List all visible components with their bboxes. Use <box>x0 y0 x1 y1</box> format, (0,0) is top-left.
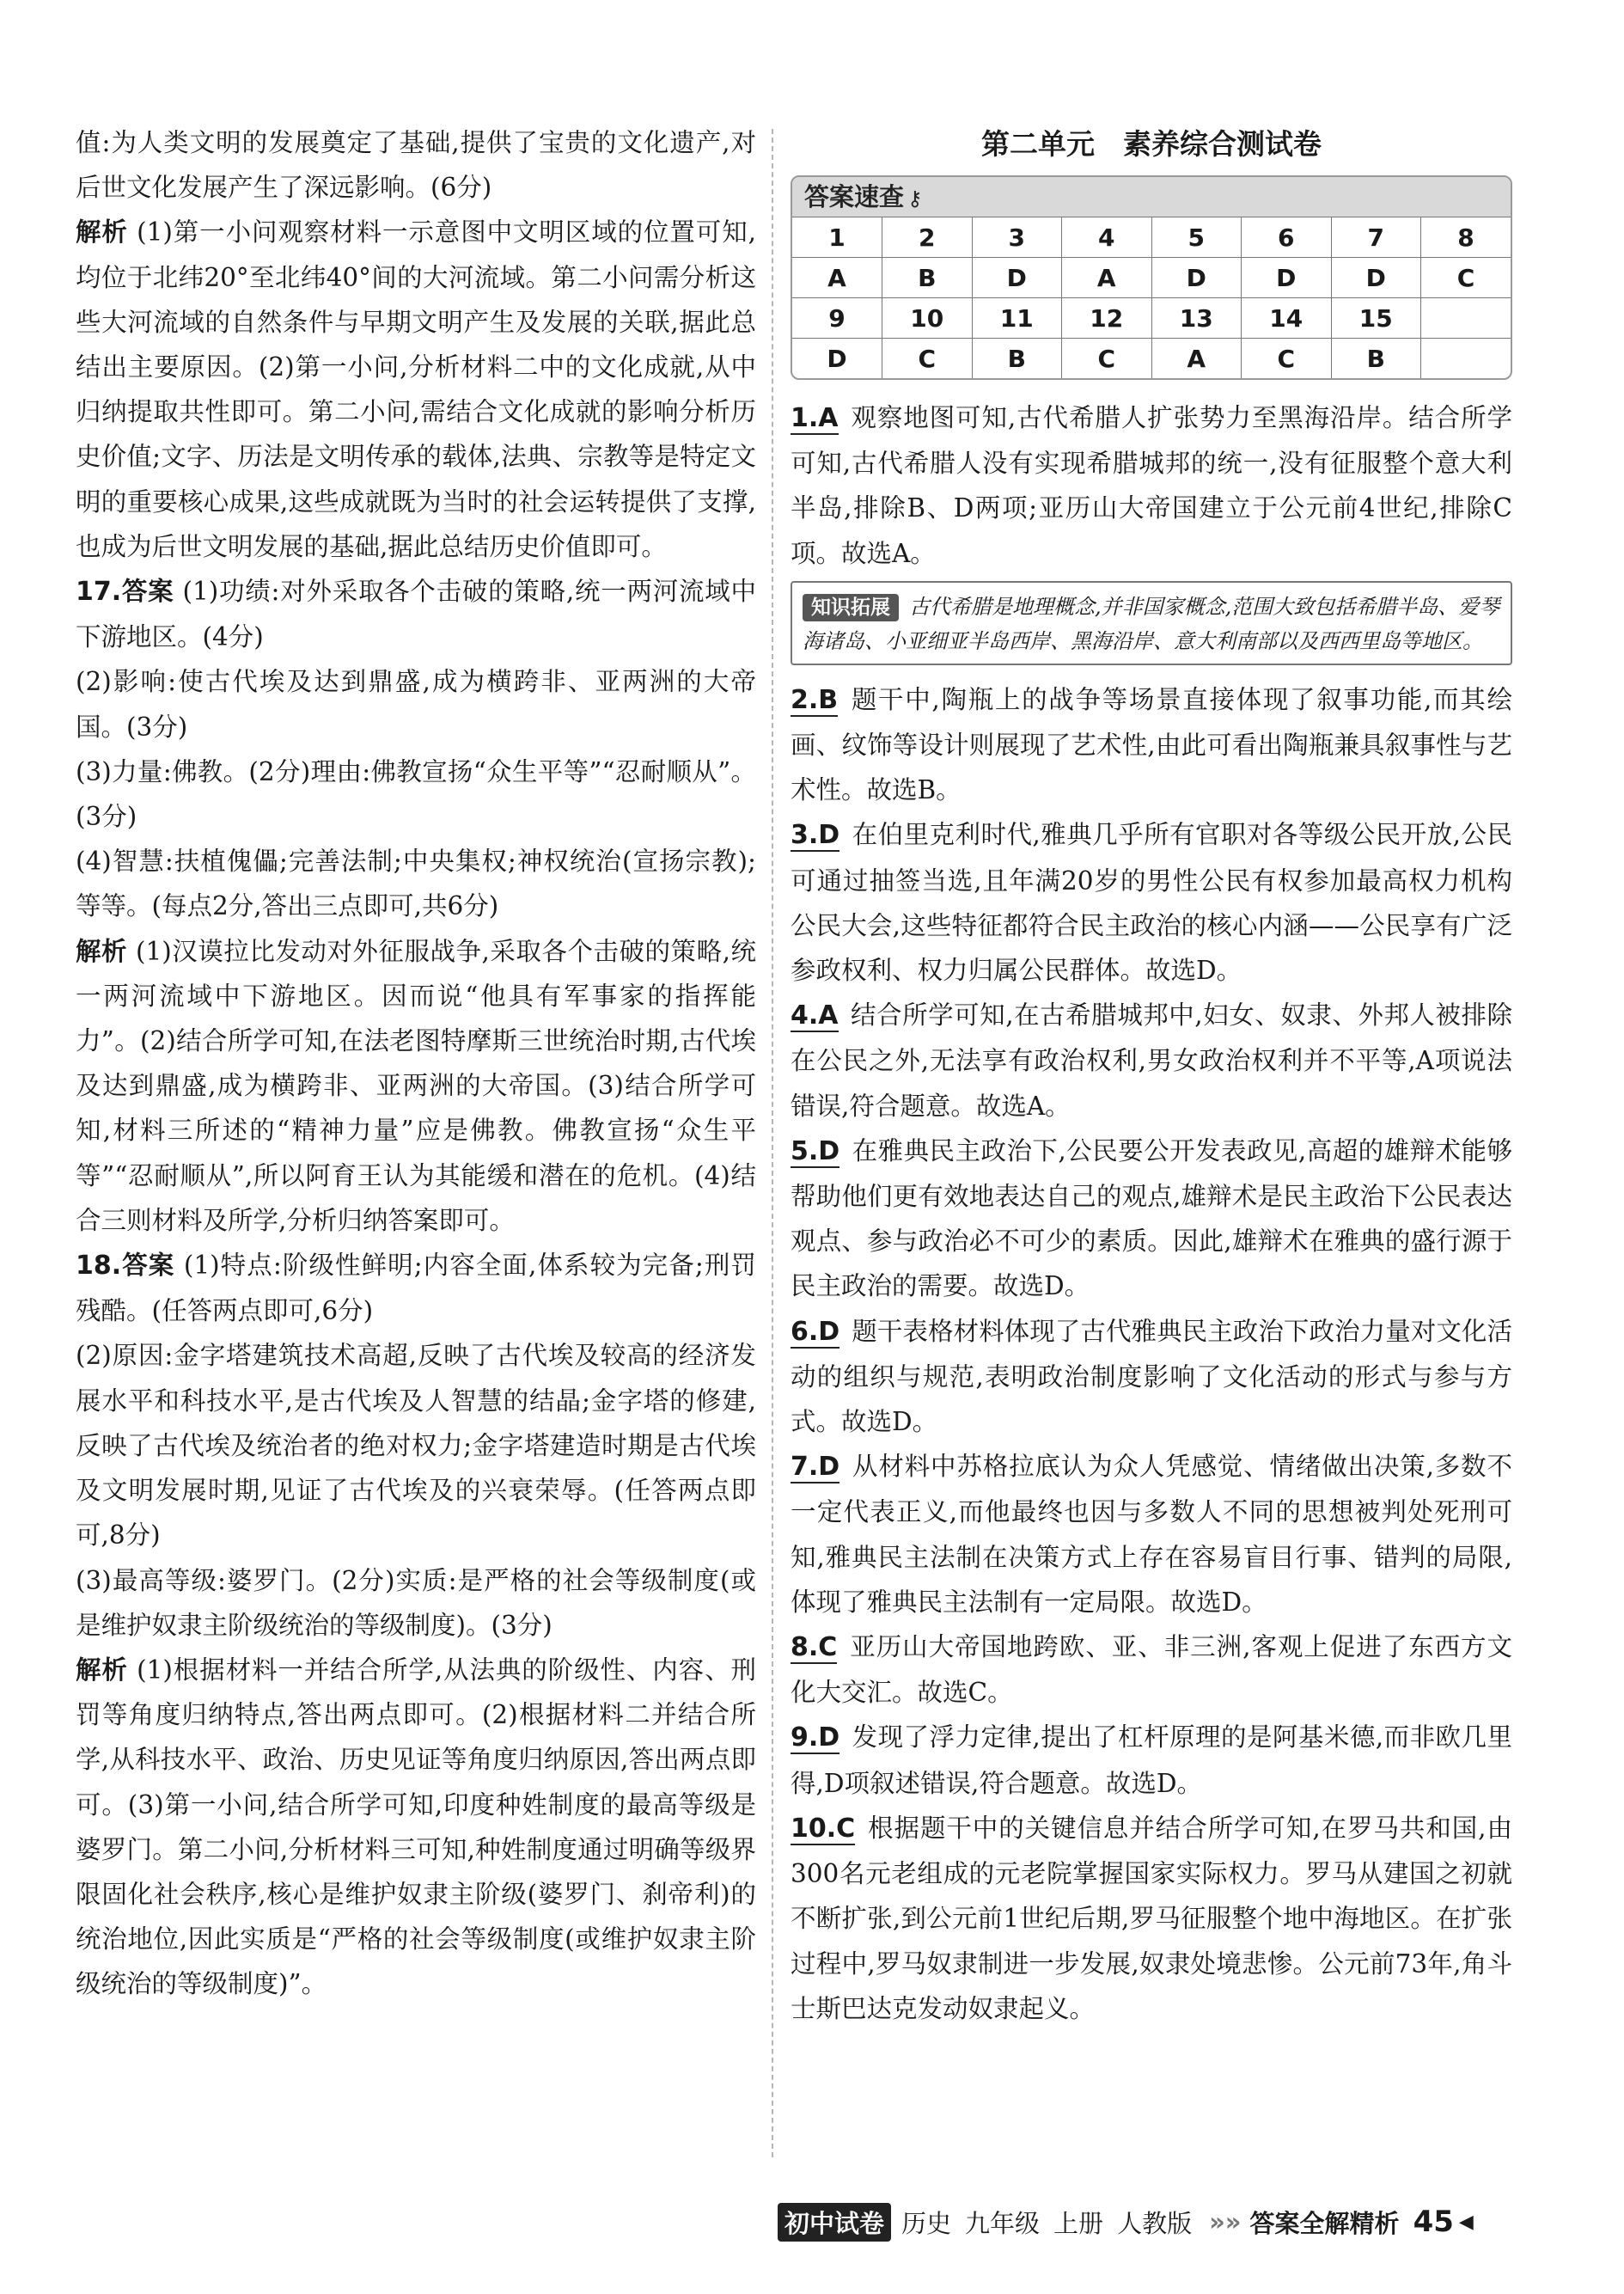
table-cell: A <box>1062 258 1152 298</box>
answer-item-2 <box>791 677 1512 813</box>
table-cell: D <box>792 339 882 379</box>
footer-subject: 历史 <box>901 2208 952 2238</box>
analysis-text: (1)汉谟拉比发动对外征服战争,采取各个击破的策略,统一两河流域中下游地区。因而说“他具有军事家的指挥能力”。(2)结合所学可知,在法老图特摩斯三世统治时期,古代埃及达到鼎盛,成为横跨非、亚两洲的大帝国。(3)结合所学可知,材料三所述的“精神力量”应是佛教。佛教宣扬“众生平等”“忍耐顺从”,所以阿育王认为其能缓和潜在的危机。(4)结合三则材料及所学,分析归纳答案即可。 <box>76 936 756 1235</box>
answer-part-1: (1)特点:阶级性鲜明;内容全面,体系较为完备;刑罚残酷。(任答两点即可,6分) <box>76 1251 756 1326</box>
table-cell <box>1421 298 1511 339</box>
answer-key-card <box>791 175 1512 380</box>
table-cell: 11 <box>972 298 1062 339</box>
item-number: 10.C <box>791 1813 856 1844</box>
table-cell: 2 <box>882 217 973 258</box>
footer-section: 答案全解精析 <box>1249 2208 1400 2238</box>
question-number: 18. <box>76 1251 122 1282</box>
answer-item-10 <box>791 1806 1512 2031</box>
item-text: 在雅典民主政治下,公民要公开发表政见,高超的雄辩术能够帮助他们更有效地表达自己的观点,雄辩术是民主政治下公民表达观点、参与政治必不可少的素质。因此,雄辩术在雅典的盛行源于民主政治的需要。故选D。 <box>791 1135 1512 1301</box>
answer-part-2: (2)原因:金字塔建筑技术高超,反映了古代埃及较高的经济发展水平和科技水平,是古代埃及人智慧的结晶;金字塔的修建,反映了古代埃及统治者的绝对权力;金字塔建造时期是古代埃及文明发展时期,见证了古代埃及的兴衰荣辱。(任答两点即可,8分) <box>76 1341 756 1551</box>
unit-title: 第二单元 素养综合测试卷 <box>981 127 1322 161</box>
table-cell: 3 <box>972 217 1062 258</box>
table-cell: 14 <box>1242 298 1332 339</box>
table-cell: D <box>1151 258 1242 298</box>
table-row <box>792 298 1511 339</box>
table-cell: A <box>1151 339 1242 379</box>
table-cell: C <box>1242 339 1332 379</box>
table-cell: 15 <box>1331 298 1421 339</box>
table-row <box>792 217 1511 258</box>
answer-key-table <box>792 217 1511 378</box>
item-number: 4.A <box>791 1000 839 1031</box>
table-cell: B <box>882 258 973 298</box>
knowledge-extension-box <box>791 581 1512 665</box>
table-cell: D <box>1331 258 1421 298</box>
item-text: 结合所学可知,在古希腊城邦中,妇女、奴隶、外邦人被排除在公民之外,无法享有政治权利,男女政治权利并不平等,A项说法错误,符合题意。故选A。 <box>791 1000 1512 1121</box>
double-chevron-icon: »» <box>1209 2207 1242 2236</box>
answer-item-8 <box>791 1624 1512 1715</box>
knowledge-extension-label: 知识拓展 <box>803 594 899 621</box>
table-cell: D <box>1242 258 1332 298</box>
item-number: 2.B <box>791 684 839 715</box>
answer-label: 答案 <box>121 577 174 607</box>
right-column <box>791 120 1512 2031</box>
table-cell: B <box>1331 339 1421 379</box>
item-number: 9.D <box>791 1722 840 1753</box>
analysis-text: (1)根据材料一并结合所学,从法典的阶级性、内容、刑罚等角度归纳特点,答出两点即可。(2)根据材料二并结合所学,从科技水平、政治、历史见证等角度归纳原因,答出两点即可。(3)第一小问,结合所学可知,印度种姓制度的最高等级是婆罗门。第二小问,分析材料三可知,种姓制度通过明确等级界限固化社会秩序,核心是维护奴隶主阶级(婆罗门、刹帝利)的统治地位,因此实质是“严格的社会等级制度(或维护奴隶主阶级统治的等级制度)”。 <box>76 1655 756 1999</box>
item-text: 发现了浮力定律,提出了杠杆原理的是阿基米德,而非欧几里得,D项叙述错误,符合题意。故选D。 <box>791 1722 1512 1798</box>
item-number: 8.C <box>791 1632 838 1663</box>
footer-term: 上册 <box>1053 2208 1104 2238</box>
table-cell: 8 <box>1421 217 1511 258</box>
analysis-label: 解析 <box>76 217 128 248</box>
continued-analysis <box>76 210 756 569</box>
table-row <box>792 339 1511 379</box>
triangle-left-icon: ◀ <box>1458 2211 1474 2233</box>
answer-label: 答案 <box>121 1251 175 1281</box>
table-cell: 5 <box>1151 217 1242 258</box>
footer-edition: 人教版 <box>1117 2208 1193 2238</box>
answer-item-7 <box>791 1444 1512 1624</box>
table-cell: 6 <box>1242 217 1332 258</box>
item-text: 从材料中苏格拉底认为众人凭感觉、情绪做出决策,多数不一定代表正义,而他最终也因与多数人不同的思想被判处死刑可知,雅典民主法制在决策方式上存在容易盲目行事、错判的局限,体现了雅典民主法制有一定局限。故选D。 <box>791 1452 1512 1617</box>
item-text: 在伯里克利时代,雅典几乎所有官职对各等级公民开放,公民可通过抽签当选,且年满20岁的男性公民有权参加最高权力机构公民大会,这些特征都符合民主政治的核心内涵——公民享有广泛参政权利、权力归属公民群体。故选D。 <box>791 820 1512 986</box>
analysis-label: 解析 <box>76 936 128 966</box>
answer-item-6 <box>791 1309 1512 1445</box>
answer-part-4: (4)智慧:扶植傀儡;完善法制;中央集权;神权统治(宣扬宗教);等等。(每点2分,答出三点即可,共6分) <box>76 847 756 921</box>
question-18 <box>76 1243 756 2006</box>
table-row <box>792 258 1511 298</box>
item-text: 题干中,陶瓶上的战争等场景直接体现了叙事功能,而其绘画、纹饰等设计则展现了艺术性,由此可看出陶瓶兼具叙事性与艺术性。故选B。 <box>791 684 1512 805</box>
table-cell: 1 <box>792 217 882 258</box>
table-cell: 7 <box>1331 217 1421 258</box>
analysis-text: (1)第一小问观察材料一示意图中文明区域的位置可知,均位于北纬20°至北纬40°间的大河流域。第二小问需分析这些大河流域的自然条件与早期文明产生及发展的关联,据此总结出主要原因。(2)第一小问,分析材料二中的文化成就,从中归纳提取共性即可。第二小问,需结合文化成就的影响分析历史价值;文字、历法是文明传承的载体,法典、宗教等是特定文明的重要核心成果,这些成就既为当时的社会运转提供了支撑,也成为后世文明发展的基础,据此总结历史价值即可。 <box>76 217 756 561</box>
column-divider <box>772 129 773 2157</box>
item-text: 亚历山大帝国地跨欧、亚、非三洲,客观上促进了东西方文化大交汇。故选C。 <box>791 1632 1512 1708</box>
brand-badge: 初中试卷 <box>778 2203 891 2242</box>
item-number: 1.A <box>791 403 839 433</box>
analysis-label: 解析 <box>76 1655 128 1685</box>
item-number: 3.D <box>791 820 840 851</box>
answer-item-1 <box>791 395 1512 576</box>
item-number: 6.D <box>791 1316 840 1347</box>
answer-part-3: (3)力量:佛教。(2分)理由:佛教宣扬“众生平等”“忍耐顺从”。(3分) <box>76 756 756 832</box>
table-cell: C <box>882 339 973 379</box>
table-cell: 13 <box>1151 298 1242 339</box>
table-cell: 9 <box>792 298 882 339</box>
table-cell: C <box>1062 339 1152 379</box>
table-cell: A <box>792 258 882 298</box>
answer-item-3 <box>791 812 1512 993</box>
table-cell: B <box>972 339 1062 379</box>
answer-part-1: (1)功绩:对外采取各个击破的策略,统一两河流域中下游地区。(4分) <box>76 577 756 652</box>
answer-item-9 <box>791 1715 1512 1805</box>
knowledge-extension-text: 古代希腊是地理概念,并非国家概念,范围大致包括希腊半岛、爱琴海诸岛、小亚细亚半岛西岸、黑海沿岸、意大利南部以及西西里岛等地区。 <box>803 594 1500 653</box>
left-column <box>76 120 756 2007</box>
item-text: 观察地图可知,古代希腊人扩张势力至黑海沿岸。结合所学可知,古代希腊人没有实现希腊城邦的统一,没有征服整个意大利半岛,排除B、D两项;亚历山大帝国建立于公元前4世纪,排除C项。故选A。 <box>791 403 1512 568</box>
table-cell: 4 <box>1062 217 1152 258</box>
continued-answer: 值:为人类文明的发展奠定了基础,提供了宝贵的文化遗产,对后世文化发展产生了深远影响。(6分) <box>76 128 756 203</box>
answer-part-2: (2)影响:使古代埃及达到鼎盛,成为横跨非、亚两洲的大帝国。(3分) <box>76 667 756 742</box>
page-footer <box>778 2200 1474 2243</box>
question-number: 17. <box>76 577 122 608</box>
table-cell: 12 <box>1062 298 1152 339</box>
answer-part-3: (3)最高等级:婆罗门。(2分)实质:是严格的社会等级制度(或是维护奴隶主阶级统治的等级制度)。(3分) <box>76 1565 756 1640</box>
answer-item-5 <box>791 1129 1512 1309</box>
item-text: 根据题干中的关键信息并结合所学可知,在罗马共和国,由300名元老组成的元老院掌握国家实际权力。罗马从建国之初就不断扩张,到公元前1世纪后期,罗马征服整个地中海地区。在扩张过程中,罗马奴隶制进一步发展,奴隶处境悲惨。公元前73年,角斗士斯巴达克发动奴隶起义。 <box>791 1813 1512 2023</box>
table-cell: D <box>972 258 1062 298</box>
answer-key-title: 答案速查 <box>804 182 905 211</box>
key-icon: ⚷ <box>907 187 923 211</box>
answer-item-4 <box>791 993 1512 1129</box>
item-number: 5.D <box>791 1135 840 1166</box>
table-cell: 10 <box>882 298 973 339</box>
question-17 <box>76 569 756 1243</box>
item-text: 题干表格材料体现了古代雅典民主政治下政治力量对文化活动的组织与规范,表明政治制度影响了文化活动的形式与参与方式。故选D。 <box>791 1316 1512 1437</box>
table-cell <box>1421 339 1511 379</box>
table-cell: C <box>1421 258 1511 298</box>
item-number: 7.D <box>791 1452 840 1483</box>
page-number: 45 <box>1413 2205 1454 2239</box>
footer-grade: 九年级 <box>965 2208 1041 2238</box>
